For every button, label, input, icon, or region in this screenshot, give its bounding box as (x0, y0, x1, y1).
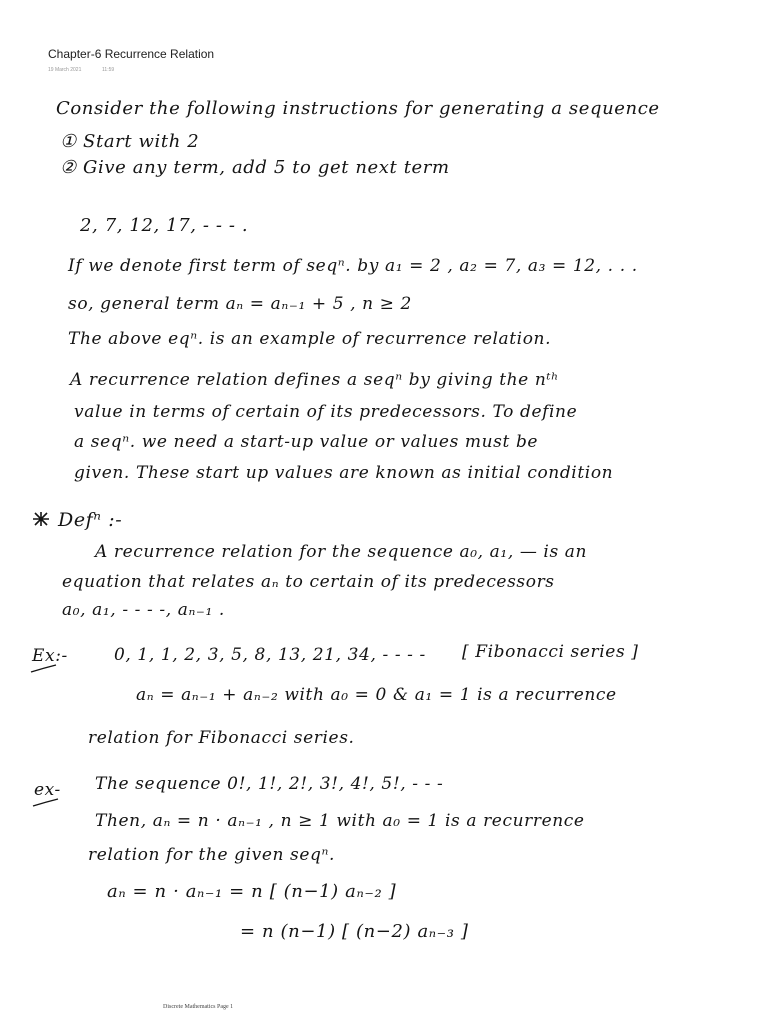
note-line-factorial: The sequence 0!, 1!, 2!, 3!, 4!, 5!, - - - (95, 774, 444, 794)
note-line-fib-relation-2: relation for Fibonacci series. (88, 728, 355, 748)
page-time: 11:59 (102, 67, 115, 73)
note-line-step-1: ① Start with 2 (60, 131, 200, 152)
example-underline-2 (32, 798, 60, 808)
example-label-2: ex- (34, 780, 61, 800)
note-line-definition-3: a seqⁿ. we need a start-up value or values must be (74, 432, 539, 452)
note-line-definition-2: value in terms of certain of its predecessors. To define (74, 402, 578, 422)
note-line-def-2: equation that relates aₙ to certain of its predecessors (62, 572, 555, 592)
note-line-factorial-relation: Then, aₙ = n · aₙ₋₁ , n ≥ 1 with a₀ = 1 is a recurrence (95, 811, 585, 831)
page-date: 19 March 2021 (48, 67, 82, 73)
note-line-definition-1: A recurrence relation defines a seqⁿ by giving the nᵗʰ (70, 370, 560, 390)
definition-heading: Defⁿ :- (58, 509, 123, 531)
note-line-derivation-2: = n (n−1) [ (n−2) aₙ₋₃ ] (240, 921, 469, 942)
note-line-sequence: 2, 7, 12, 17, - - - . (80, 215, 249, 236)
note-line-def-3: a₀, a₁, - - - -, aₙ₋₁ . (62, 600, 225, 620)
example-label-1: Ex:- (32, 646, 68, 666)
note-line-derivation-1: aₙ = n · aₙ₋₁ = n [ (n−1) aₙ₋₂ ] (107, 881, 397, 902)
note-line-fib-relation: aₙ = aₙ₋₁ + aₙ₋₂ with a₀ = 0 & a₁ = 1 is a recurrence (136, 685, 617, 705)
example-underline-1 (30, 664, 58, 674)
note-line-step-2: ② Give any term, add 5 to get next term (60, 157, 450, 178)
note-line-denote: If we denote first term of seqⁿ. by a₁ = 2 , a₂ = 7, a₃ = 12, . . . (68, 256, 638, 276)
star-bullet-icon (30, 510, 52, 528)
page-footer: Discrete Mathematics Page 1 (163, 1004, 234, 1010)
note-line-general-term: so, general term aₙ = aₙ₋₁ + 5 , n ≥ 2 (68, 294, 412, 314)
page-title: Chapter-6 Recurrence Relation (48, 47, 215, 61)
note-line-intro: Consider the following instructions for generating a sequence (56, 98, 660, 119)
note-line-example: The above eqⁿ. is an example of recurrence relation. (68, 329, 552, 349)
note-line-fibonacci: 0, 1, 1, 2, 3, 5, 8, 13, 21, 34, - - - - (114, 645, 426, 665)
note-line-factorial-relation-2: relation for the given seqⁿ. (88, 845, 336, 865)
fibonacci-bracket-note: [ Fibonacci series ] (462, 642, 639, 662)
note-line-definition-4: given. These start up values are known as initial condition (74, 463, 614, 483)
note-line-def-1: A recurrence relation for the sequence a₀, a₁, — is an (95, 542, 588, 562)
